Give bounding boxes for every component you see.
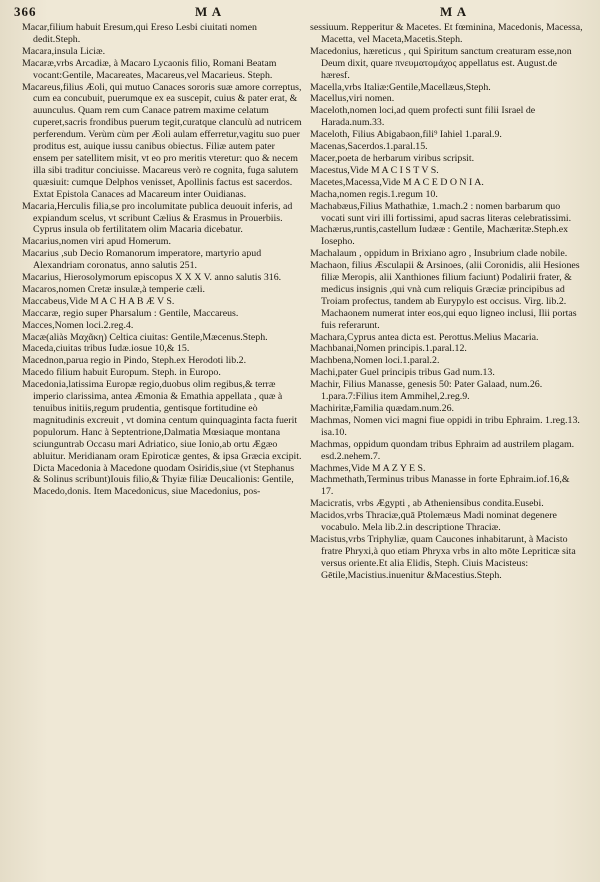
dictionary-entry: Maceloth,nomen loci,ad quem profecti sunt filii Israel de Harada.num.33. (310, 105, 536, 129)
dictionary-entry: Machærus,runtis,castellum Iudææ : Gentile, Machæritæ.Steph.ex Iosepho. (310, 224, 569, 248)
dictionary-entry: Machi,pater Guel principis tribus Gad num.13. (310, 367, 495, 379)
dictionary-entry: Machmas, oppidum quondam tribus Ephraim ad austrilem plagam. esd.2.nehem.7. (310, 438, 575, 462)
dictionary-entry: Macestus,Vide M A C I S T V S. (310, 164, 439, 176)
dictionary-entry: Macetes,Macessa,Vide M A C E D O N I A. (310, 176, 484, 188)
dictionary-entry: Macaros,nomen Cretæ insulæ,à temperie cæli. (22, 283, 205, 295)
dictionary-entry: Machir, Filius Manasse, genesis 50: Pater Galaad, num.26. 1.para.7:Filius item Ammihel,2.reg.9. (310, 379, 543, 403)
dictionary-entry: Macellus,viri nomen. (310, 93, 395, 105)
dictionary-entry: Macenas,Sacerdos.1.paral.15. (310, 141, 428, 153)
dictionary-entry: Machmethath,Terminus tribus Manasse in forte Ephraim.iof.16,& 17. (310, 474, 570, 498)
dictionary-entry: Macces,Nomen loci.2.reg.4. (22, 319, 134, 331)
dictionary-entry: Macedonia,latissima Europæ regio,duobus olim regibus,& terræ imperio clarissima, antea Æmonia & Emathia appellata , quæ à tenuibus initiis,regum prudentia, gentisque fortitudine eò magnitudinis excreuit , vt domina centum quinquaginta facta fuerit populorum. Hanc à Septentrione,Dalmatia Mœsiaque montana sciunguntrab Occasu mari Adriatico, siue Ionio,ab ortu Ægæo abluitur. Meridianam oram Epiroticæ gentes, & ipsa Græcia excipit. Dicta Macedonia à Macedone quodam Osiridis,siue (vt Stephanus & Solinus scribunt)Iouis filio,& Thyiæ filiæ Deucalionis: Gentile, Macedo,donis. Item Macedonicus, siue Macedonius, pos- (22, 379, 302, 498)
dictionary-entry: Macæ(aliàs Μαχᾶκη) Celtica ciuitas: Gentile,Mæcenus.Steph. (22, 331, 268, 343)
page-number: 366 (14, 4, 37, 19)
dictionary-entry: Maceda,ciuitas tribus Iudæ.iosue 10,& 15. (22, 343, 190, 355)
dictionary-entry: Machiritæ,Familia quædam.num.26. (310, 403, 454, 414)
dictionary-entry: Maceloth, Filius Abigabaon,fili⁹ Iahiel 1.paral.9. (310, 129, 502, 141)
dictionary-entry: Machaon, filius Æsculapii & Arsinoes, (alii Coronidis, alii Hesiones filiæ Meropis, alii Xanthiones filium faciunt) Podalirii frater, & medicus insignis ,qui vnà cum reliquis Græciæ principibus ad Troiam profectus, tandem ab Eurypylo est occisus. Virg. lib.2. Machaonem numerat inter eos,qui equo ligneo inclusi, Ilii portas fuis referarunt. (310, 260, 580, 331)
dictionary-entry: Macareus,filius Æoli, qui mutuo Canaces sororis suæ amore correptus, cum ea concubuit, puerumque ex ea suscepit, cuius & pater erat, & auunculus. Quam rem cum Canace patrem maxime celatum cuperet,sacris frondibus puerum tegit,curatque clanculù ad nutricem perferendum. Verùm cùm per Æoli aulam efferretur,vagitu suo puer proditus est, auique iussu canibus obiectus. Filiæ autem pater ensem per satellitem misit, vt eo pro meritis vteretur: quo & necem illa sibi traditur conciuisse. Macareus verò re cognita, fuga salutem quæsiuit: cumque Delphos venisset, Apollinis factus est sacerdos. Extat Epistola Canaces ad Macareum inter Ouidianas. (22, 81, 302, 200)
dictionary-entry: Maccabeus,Vide M A C H A B Æ V S. (22, 295, 175, 307)
dictionary-entry: Macaræ,vrbs Arcadiæ, à Macaro Lycaonis filio, Romani Beatam vocant:Gentile, Macareates, Macareus,vel Macarieus. Steph. (22, 57, 277, 81)
dictionary-entry: Machbanai,Nomen principis.1.paral.12. (310, 343, 467, 355)
dictionary-entry: Machara,Cyprus antea dicta est. Perottus.Melius Macaria. (310, 331, 539, 343)
dictionary-entry: Macedonius, hæreticus , qui Spiritum sanctum creaturam esse,non Deum dixit, quare πνευματομάχος appellatus est. August.de hæresf. (310, 45, 572, 81)
dictionary-entry: Machmas, Nomen vici magni fiue oppidi in tribu Ephraim. 1.reg.13. isa.10. (310, 414, 580, 438)
dictionary-entry: Macidos,vrbs Thraciæ,quā Ptolemæus Madi nominat degenere vocabulo. Mela lib.2.in descriptione Thraciæ. (310, 510, 557, 534)
dictionary-entry: Macicratis, vrbs Ægypti , ab Atheniensibus condita.Eusebi. (310, 498, 544, 510)
dictionary-entry: Macarius ,sub Decio Romanorum imperatore, martyrio apud Alexandriam coronatus, anno salutis 251. (22, 248, 262, 272)
dictionary-entry: Machbena,Nomen loci.1.paral.2. (310, 355, 440, 367)
dictionary-entry: Macha,nomen regis.1.regum 10. (310, 188, 438, 200)
dictionary-entry: Macedo filium habuit Europum. Steph. in Europo. (22, 367, 221, 379)
right-column-heading: M A (440, 4, 468, 19)
dictionary-entry: Machabæus,Filius Mathathiæ, 1.mach.2 : nomen barbarum quo vocati sunt viri illi fortissimi, apud sacras literas celebratissimi. (310, 200, 572, 224)
dictionary-entry: Macaria,Herculis filia,se pro incolumitate publica deuouit inferis, ad expiandum scelus, vt scribunt Cælius & Erasmus in Prouerbiis. Cyprus insula ob fertilitatem olim Macaria dicebatur. (22, 200, 293, 236)
dictionary-entry: Macer,poeta de herbarum viribus scripsit. (310, 152, 475, 164)
dictionary-entry: Maccaræ, regio super Pharsalum : Gentile, Maccareus. (22, 307, 239, 319)
right-column (310, 22, 584, 582)
dictionary-entry: Macarius, Hierosolymorum episcopus X X X V. anno salutis 316. (22, 272, 282, 284)
dictionary-entry: Macarius,nomen viri apud Homerum. (22, 236, 171, 248)
left-column-heading: M A (195, 4, 223, 19)
dictionary-entry: Macara,insula Liciæ. (22, 45, 106, 57)
dictionary-entry: Macednon,parua regio in Pindo, Steph.ex Herodoti lib.2. (22, 355, 247, 367)
dictionary-entry: Macar,filium habuit Eresum,qui Ereso Lesbi ciuitati nomen dedit.Steph. (22, 22, 257, 45)
dictionary-entry: Macella,vrbs Italiæ:Gentile,Macellæus,Steph. (310, 81, 491, 93)
dictionary-entry: Macistus,vrbs Triphyliæ, quam Caucones inhabitarunt, à Macisto fratre Phryxi,à quo etiam Phryxa vrbs in alto mōte Lepriticæ sita versus oriente.Et alia Elidis, Steph. Ciuis Macisteus: Gētile,Macistius.inuenitur &Macestius.Steph. (310, 533, 576, 581)
dictionary-entry: Machmes,Vide M A Z Y E S. (310, 462, 426, 474)
dictionary-entry: Machalaum , oppidum in Brixiano agro , Insubrium clade nobile. (310, 248, 568, 260)
dictionary-entry: sessiuum. Repperitur & Macetes. Et fœminina, Macedonis, Macessa, Macetta, vel Maceta,Macetis.Steph. (310, 22, 583, 45)
left-column (22, 22, 302, 498)
running-header (14, 4, 580, 22)
